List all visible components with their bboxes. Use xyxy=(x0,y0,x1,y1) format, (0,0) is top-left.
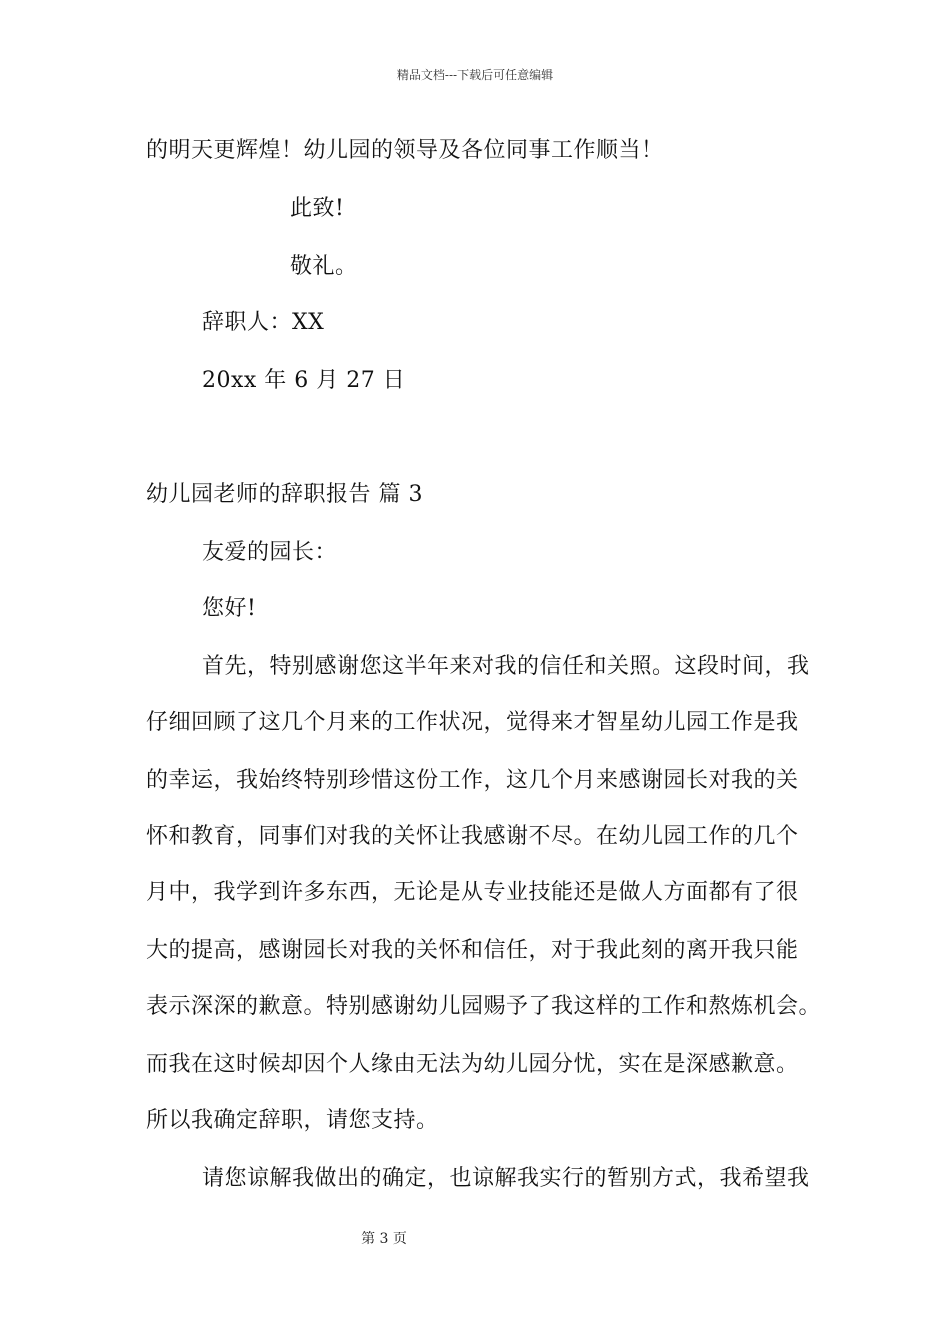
paragraph-line: 的幸运，我始终特别珍惜这份工作，这几个月来感谢园长对我的关 xyxy=(146,768,799,793)
paragraph-line: 所以我确定辞职，请您支持。 xyxy=(146,1108,439,1133)
closing-continuation: 的明天更辉煌！幼儿园的领导及各位同事工作顺当！ xyxy=(146,138,664,163)
page-header: 精品文档---下载后可任意编辑 xyxy=(396,68,554,82)
page-number: 第 3 页 xyxy=(361,1231,407,1247)
paragraph-line: 而我在这时候却因个人缘由无法为幼儿园分忧，实在是深感歉意。 xyxy=(146,1052,799,1077)
closing-salutation-1: 此致! xyxy=(290,196,345,221)
date-line: 20xx 年 6 月 27 日 xyxy=(202,368,406,393)
section-title: 幼儿园老师的辞职报告 篇 3 xyxy=(146,482,423,507)
paragraph-line: 仔细回顾了这几个月来的工作状况，觉得来才智星幼儿园工作是我 xyxy=(146,710,799,735)
paragraph-line: 大的提高，感谢园长对我的关怀和信任，对于我此刻的离开我只能 xyxy=(146,938,799,963)
paragraph-line: 表示深深的歉意。特别感谢幼儿园赐予了我这样的工作和熬炼机会。 xyxy=(146,994,822,1019)
addressee: 友爱的园长： xyxy=(202,540,338,565)
signer-line: 辞职人：XX xyxy=(202,310,325,335)
paragraph-line: 请您谅解我做出的确定，也谅解我实行的暂别方式，我希望我 xyxy=(202,1166,810,1191)
paragraph-line: 月中，我学到许多东西，无论是从专业技能还是做人方面都有了很 xyxy=(146,880,799,905)
paragraph-line: 首先，特别感谢您这半年来对我的信任和关照。这段时间，我 xyxy=(202,654,810,679)
paragraph-line: 怀和教育，同事们对我的关怀让我感谢不尽。在幼儿园工作的几个 xyxy=(146,824,799,849)
closing-salutation-2: 敬礼。 xyxy=(290,254,358,279)
greeting: 您好! xyxy=(202,596,257,621)
